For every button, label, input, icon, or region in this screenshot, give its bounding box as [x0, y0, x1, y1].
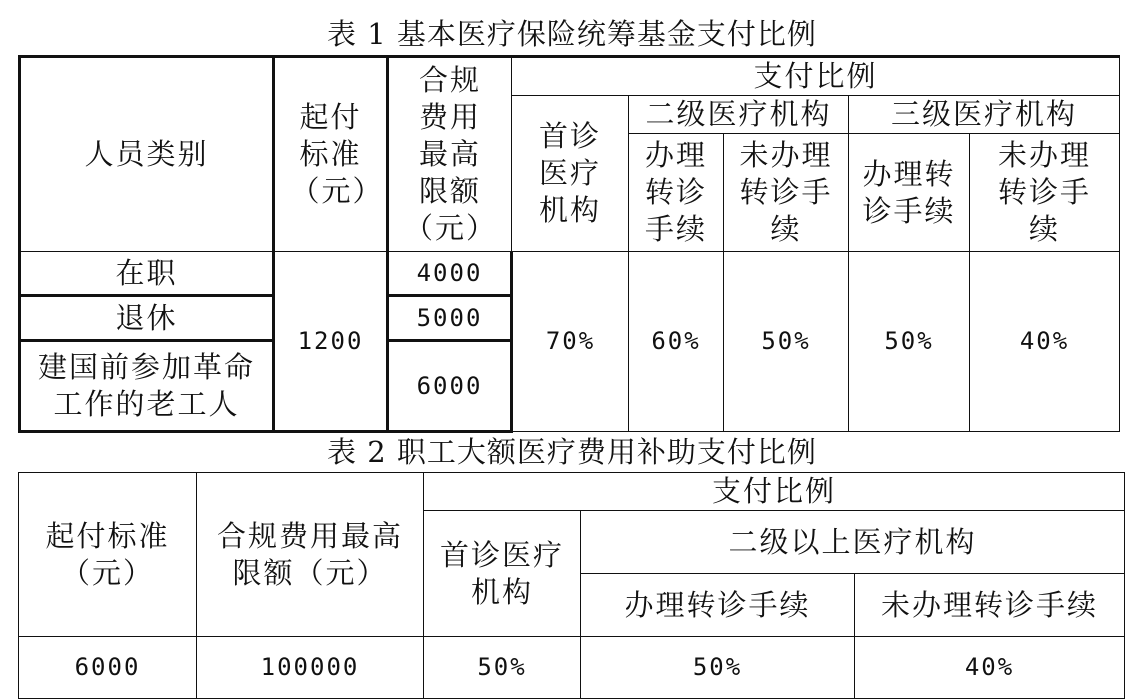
- table1-caption: 表 1 基本医疗保险统筹基金支付比例: [327, 17, 817, 51]
- header-first-visit-text: 首诊医疗机构: [538, 119, 601, 227]
- large-medical-subsidy-table: [18, 472, 1125, 699]
- medical-insurance-payment-table: [18, 55, 1120, 433]
- header-level2: 二级医疗机构: [629, 96, 849, 134]
- t2-header-level2-above: 二级以上医疗机构: [581, 511, 1125, 574]
- t2-header-without-referral: 未办理转诊手续: [855, 574, 1125, 637]
- cell-max-limit-active: 4000: [388, 252, 512, 296]
- t2-header-start-standard-text: 起付标准（元）: [45, 518, 170, 590]
- t2-cell-start-standard: 6000: [19, 637, 197, 699]
- header-level3-with-referral-text: 办理转诊手续: [862, 156, 956, 228]
- header-start-standard-text: 起付标准（元）: [290, 100, 384, 208]
- t2-cell-with-referral-ratio: 50%: [581, 637, 855, 699]
- cell-level2-with-referral-ratio: 60%: [629, 252, 724, 432]
- cell-level3-without-referral-ratio: 40%: [970, 252, 1120, 432]
- t2-cell-max-limit: 100000: [197, 637, 424, 699]
- row-type-veteran: [20, 341, 274, 432]
- cell-max-limit-veteran: 6000: [388, 341, 512, 432]
- header-first-visit: [512, 96, 629, 252]
- cell-first-visit-ratio: 70%: [512, 252, 629, 432]
- header-payment-ratio: 支付比例: [512, 57, 1120, 96]
- header-level2-with-referral-text: 办理转诊手续: [644, 138, 707, 246]
- header-level2-without-referral-text: 未办理转诊手续: [739, 138, 833, 246]
- t2-header-payment-ratio: 支付比例: [424, 473, 1125, 511]
- t2-cell-first-visit-ratio: 50%: [424, 637, 581, 699]
- t2-header-first-visit-text: 首诊医疗机构: [439, 537, 564, 609]
- t2-header-max-limit-text: 合规费用最高限额（元）: [216, 518, 403, 590]
- header-person-type: 人员类别: [20, 57, 274, 252]
- cell-max-limit-retired: 5000: [388, 296, 512, 341]
- table2-caption: 表 2 职工大额医疗费用补助支付比例: [327, 435, 817, 469]
- header-max-limit: [388, 57, 512, 252]
- header-level2-with-referral: [629, 134, 724, 252]
- cell-level2-without-referral-ratio: 50%: [724, 252, 849, 432]
- row-type-veteran-text: 建国前参加革命工作的老工人: [37, 350, 255, 421]
- header-level3-without-referral: [970, 134, 1120, 252]
- t2-header-start-standard: [19, 473, 197, 637]
- header-level3-with-referral: [849, 134, 970, 252]
- t2-cell-without-referral-ratio: 40%: [855, 637, 1125, 699]
- cell-start-standard: 1200: [274, 252, 388, 432]
- header-max-limit-text: 合规费用最高限额（元）: [404, 63, 498, 245]
- cell-level3-with-referral-ratio: 50%: [849, 252, 970, 432]
- header-level3-without-referral-text: 未办理转诊手续: [997, 138, 1091, 246]
- row-type-retired: 退休: [20, 296, 274, 341]
- header-level2-without-referral: [724, 134, 849, 252]
- t2-header-first-visit: [424, 511, 581, 637]
- row-type-active: 在职: [20, 252, 274, 296]
- t2-header-max-limit: [197, 473, 424, 637]
- header-start-standard: [274, 57, 388, 252]
- header-level3: 三级医疗机构: [849, 96, 1120, 134]
- t2-header-with-referral: 办理转诊手续: [581, 574, 855, 637]
